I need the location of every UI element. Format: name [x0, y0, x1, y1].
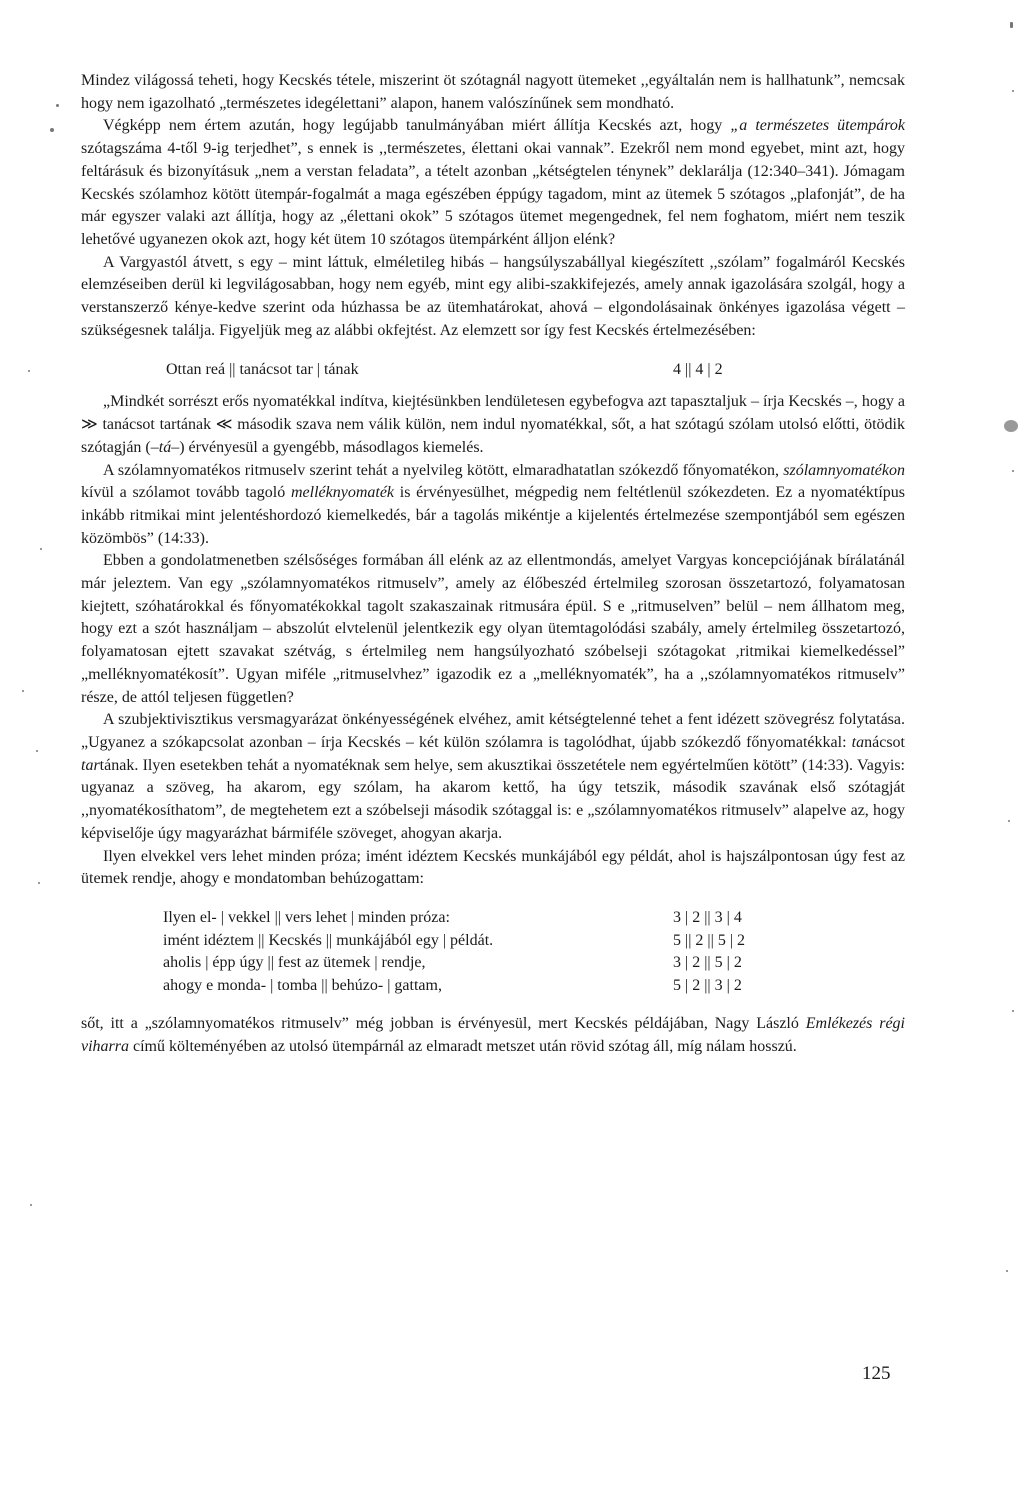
scansion-row	[81, 952, 905, 975]
scansion-row	[81, 930, 905, 953]
paragraph-8: Ilyen elvekkel vers lehet minden próza; imént idéztem Kecskés munkájából egy példát, ahol is hajszálpontosan úgy fest az ütemek rendje, ahogy e mondatomban behúzogattam:	[81, 847, 905, 888]
paragraph-5: A szólamnyomatékos ritmuselv szerint tehát a nyelvileg kötött, elmaradhatatlan szókezdő főnyomatékon, szólamnyomatékon kívül a szólamot tovább tagoló melléknyomaték is érvényesülhet, mégpedig nem feltétlenül szókezdeten. Ez a nyomatéktípus inkább ritmikai mint jelentéshordozó kiemelkedés, bár a tagolás mikéntje a kijelentés értelmezése szempontjából sem egészen közömbös” (14:33).	[81, 461, 906, 547]
scansion-example-text: Ottan reá || tanácsot tar | tának	[166, 361, 359, 379]
scansion-example	[81, 351, 905, 385]
paragraph-2: Végképp nem értem azután, hogy legújabb tanulmányában miért állítja Kecskés azt, hogy „a természetes ütempárok szótagszáma 4-től 9-ig terjedhet”, s ennek is ,,természetes, élettani okai vannak”. Ezekről nem mond egyebet, mint azt, hogy feltárásuk és bizonyításuk „nem a verstan feladata”, a tételt azonban „kétségtelen ténynek” deklarálja (12:340–341). Jómagam Kecskés szólamhoz kötött ütempár-fogalmát a maga egészében éppúgy tagadom, mint az ütemek 5 szótagos „plafonját”, de ha már egyszer valaki azt állítja, hogy az „élettani okok” 5 szótagos ütemet megengednek, fel nem foghatom, miért nem teszik lehetővé ugyanezen okok azt, hogy két ütem 10 szótagos ütempárként álljon elénk?	[81, 117, 905, 248]
scansion-row-text: imént idéztem || Kecskés || munkájából egy | példát.	[163, 931, 494, 949]
paragraph-4: „Mindkét sorrészt erős nyomatékkal indítva, kiejtésünkben lendületesen egybefogva azt tapasztaljuk – írja Kecskés –, hogy a ≫ tanácsot tartának ≪ második szava nem válik külön, nem indul nyomatékkal, sőt, a hat szótagú szólam utolsó előtti, ötödik szótagján (–tá–) érvényesül a gyengébb, másodlagos kiemelés.	[81, 393, 905, 456]
paragraph-7: A szubjektivisztikus versmagyarázat önkényességének elvéhez, amit kétségtelenné tehet a fent idézett szövegrész folytatása. „Ugyanez a szókapcsolat azonban – írja Kecskés – két külön szólamra is tagolódhat, újabb szókezdő főnyomatékkal: tanácsot tartának. Ilyen esetekben tehát a nyomatéknak sem helye, sem akusztikai összetétele nem egyértelműen kötött” (14:33). Vagyis: ugyanaz a szöveg, ha akarom, egy szólam, ha akarom kettő, ha úgy tetszik, második szavának első szótagját ,,nyomatékosíthatom”, de megtehetem ezt a szóbelseji második szótaggal is: e „szólamnyomatékos ritmuselv” alapelve az, hogy képviselője úgy magyarázhat bármiféle szöveget, ahogyan akarja.	[81, 711, 905, 842]
paragraph-6: Ebben a gondolatmenetben szélsőséges formában áll elénk az az ellentmondás, amelyet Vargyas koncepciójának bírálatánál már jeleztem. Van egy „szólamnyomatékos ritmuselv”, amely az élőbeszéd értelmileg szorosan összetartozó, folyamatosan kiejtett, szóhatárokkal és főnyomatékokkal tagolt szakaszainak ritmusára épül. S e „ritmuselven” belül – nem állhatom meg, hogy ezt a szót használjam – abszolút elvtelenül jelentkezik egy olyan ütemtagolódási szabály, amely értelmileg összetartozó, folyamatosan ejtett szavakat szétvág, s értelmileg nem hangsúlyozható szóbelseji szótagokat ,ritmikai kiemelkedéssel” „melléknyomatékosít”. Ugyan miféle „ritmuselvhez” igazodik ez a „melléknyomaték”, ha a ,,szólamnyomatékos ritmuselv” része, de attól teljesen független?	[81, 552, 905, 706]
scansion-example-numbers: 4 || 4 | 2	[673, 361, 723, 379]
paragraph-1: Mindez világossá teheti, hogy Kecskés tétele, miszerint öt szótagnál nagyott ütemeket ,,egyáltalán nem is hallhatunk”, nemcsak hogy nem igazolható „természetes idegélettani” alapon, hanem valószínűnek sem mondható.	[81, 72, 905, 112]
paragraph-9: sőt, itt a „szólamnyomatékos ritmuselv” még jobban is érvényesül, mert Kecskés példájában, Nagy László Emlékezés régi viharra című költeményében az utolsó ütempárnál az elmaradt metszet után rövid szótag áll, míg nálam hosszú.	[81, 1014, 905, 1055]
body-text	[81, 70, 905, 1058]
scansion-row-numbers: 5 || 2 || 5 | 2	[673, 931, 746, 949]
scansion-row-numbers: 3 | 2 || 3 | 4	[673, 908, 742, 926]
scansion-row	[81, 975, 905, 998]
scansion-row-numbers: 5 | 2 || 3 | 2	[673, 976, 742, 994]
left-margin-specks	[0, 0, 60, 1492]
scansion-row-text: Ilyen el- | vekkel || vers lehet | minden próza:	[163, 908, 450, 926]
scansion-row-text: aholis | épp úgy || fest az ütemek | rendje,	[163, 954, 426, 972]
scansion-row-numbers: 3 | 2 || 5 | 2	[673, 954, 742, 972]
scansion-row-text: ahogy e monda- | tomba || behúzo- | gattam,	[163, 976, 442, 994]
paragraph-3: A Vargyastól átvett, s egy – mint láttuk, elméletileg hibás – hangsúlyszabállyal kiegészített ,,szólam” fogalmáról Kecskés elemzéseiben derül ki legvilágosabban, hogy nem egyéb, mint egy alibi-szakkifejezés, amely annak igazolására szolgál, hogy a verstanszerző kénye-kedve szerint oda húzhassa be az ütemhatárokat, ahová – elgondolásainak önkényes igazolása végett – szükségesnek találja. Figyeljük meg az alábbi okfejtést. Az elemzett sor így fest Kecskés értelmezésében:	[81, 253, 905, 339]
page-number: 125	[862, 1363, 891, 1384]
scansion-row	[81, 907, 905, 930]
right-margin-specks	[960, 0, 1024, 1492]
scansion-table	[81, 907, 905, 999]
